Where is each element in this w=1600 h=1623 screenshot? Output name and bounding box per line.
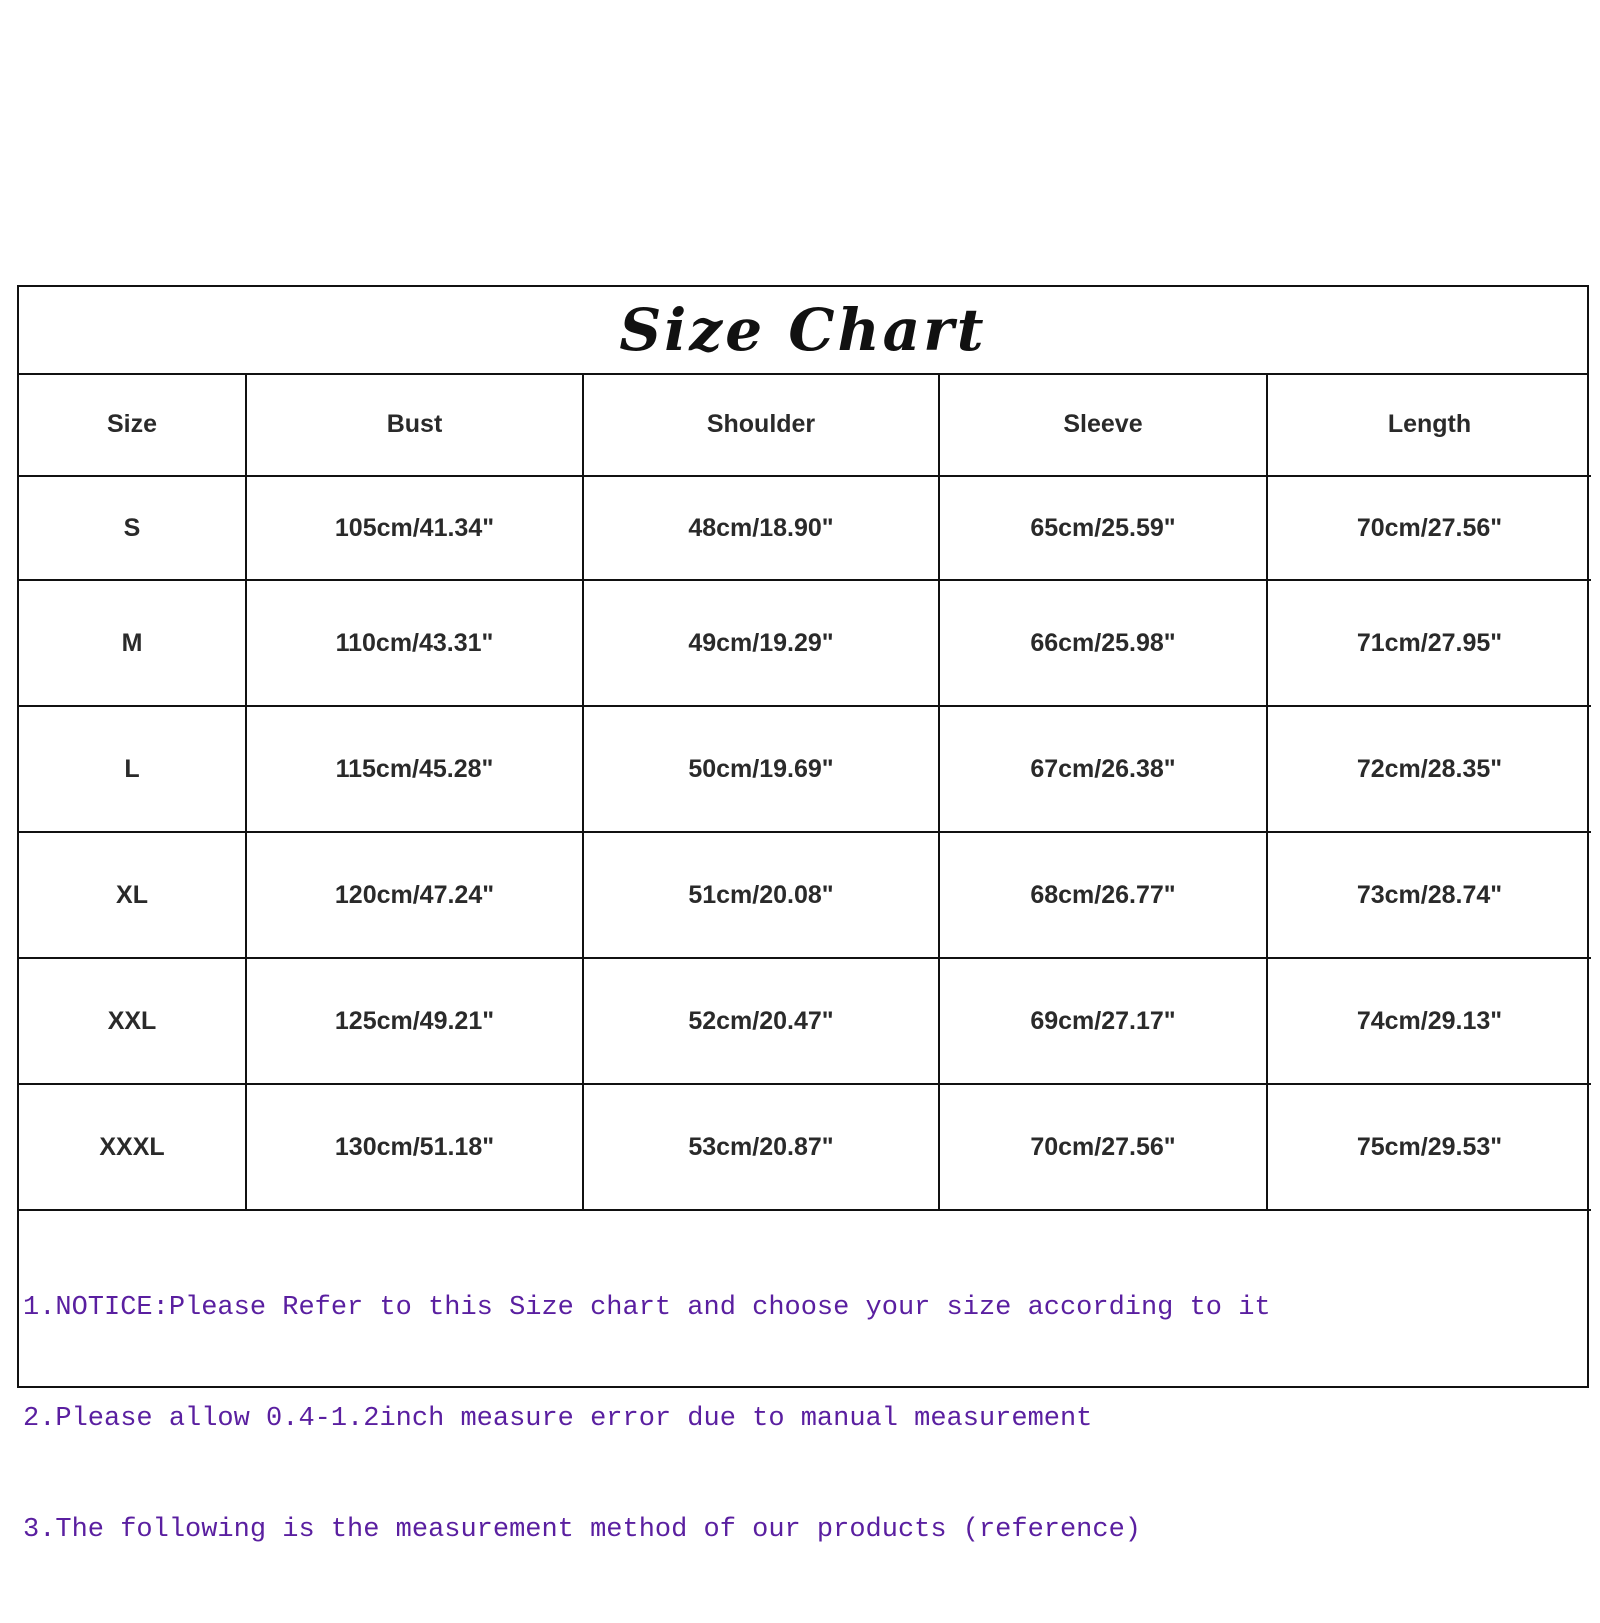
cell-bust: 105cm/41.34" — [246, 476, 583, 580]
cell-sleeve: 68cm/26.77" — [939, 832, 1267, 958]
cell-length: 74cm/29.13" — [1267, 958, 1591, 1084]
cell-length: 73cm/28.74" — [1267, 832, 1591, 958]
header-sleeve: Sleeve — [939, 373, 1267, 476]
header-shoulder: Shoulder — [583, 373, 939, 476]
cell-length: 72cm/28.35" — [1267, 706, 1591, 832]
cell-sleeve: 69cm/27.17" — [939, 958, 1267, 1084]
cell-bust: 120cm/47.24" — [246, 832, 583, 958]
note-line: 3.The following is the measurement method of our products (reference) — [23, 1515, 1141, 1545]
title-row — [19, 287, 1587, 375]
cell-size: L — [19, 706, 246, 832]
cell-bust: 125cm/49.21" — [246, 958, 583, 1084]
header-row — [19, 373, 1591, 476]
note-line: 1.NOTICE:Please Refer to this Size chart and choose your size according to it — [23, 1293, 1271, 1323]
cell-size: M — [19, 580, 246, 706]
cell-shoulder: 50cm/19.69" — [583, 706, 939, 832]
cell-length: 70cm/27.56" — [1267, 476, 1591, 580]
cell-shoulder: 48cm/18.90" — [583, 476, 939, 580]
cell-length: 75cm/29.53" — [1267, 1084, 1591, 1210]
header-size: Size — [19, 373, 246, 476]
cell-sleeve: 67cm/26.38" — [939, 706, 1267, 832]
cell-bust: 110cm/43.31" — [246, 580, 583, 706]
table-row — [19, 832, 1591, 958]
cell-shoulder: 52cm/20.47" — [583, 958, 939, 1084]
cell-length: 71cm/27.95" — [1267, 580, 1591, 706]
table-row — [19, 958, 1591, 1084]
header-length: Length — [1267, 373, 1591, 476]
cell-shoulder: 51cm/20.08" — [583, 832, 939, 958]
cell-shoulder: 53cm/20.87" — [583, 1084, 939, 1210]
cell-sleeve: 65cm/25.59" — [939, 476, 1267, 580]
cell-size: S — [19, 476, 246, 580]
cell-sleeve: 70cm/27.56" — [939, 1084, 1267, 1210]
cell-shoulder: 49cm/19.29" — [583, 580, 939, 706]
cell-size: XXXL — [19, 1084, 246, 1210]
table-row — [19, 476, 1591, 580]
cell-bust: 130cm/51.18" — [246, 1084, 583, 1210]
table-row — [19, 580, 1591, 706]
cell-sleeve: 66cm/25.98" — [939, 580, 1267, 706]
cell-size: XXL — [19, 958, 246, 1084]
table-row — [19, 1084, 1591, 1210]
size-table — [19, 373, 1591, 1211]
notes — [23, 1216, 1271, 1623]
cell-size: XL — [19, 832, 246, 958]
note-line: 2.Please allow 0.4-1.2inch measure error due to manual measurement — [23, 1404, 1093, 1434]
cell-bust: 115cm/45.28" — [246, 706, 583, 832]
size-chart — [17, 285, 1589, 1545]
chart-title: Size Chart — [619, 296, 987, 364]
table-row — [19, 706, 1591, 832]
header-bust: Bust — [246, 373, 583, 476]
